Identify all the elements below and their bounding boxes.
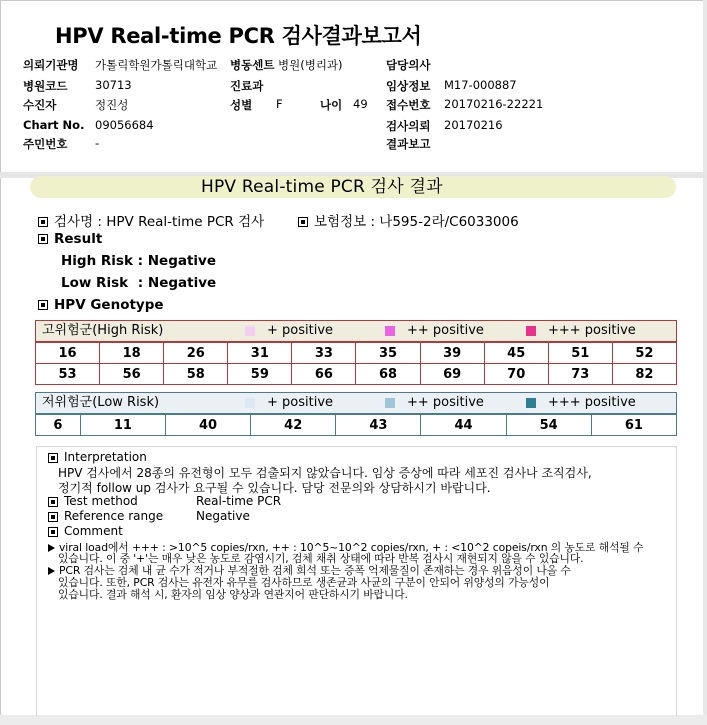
bullet-square-icon — [48, 453, 58, 463]
table-row — [36, 415, 677, 436]
high-risk-type-cell-59: 59 — [228, 364, 292, 385]
institution-value: 가톨릭학원가톨릭대학교 — [95, 58, 218, 72]
test-method-label: Test method — [64, 494, 138, 508]
low-risk-type-cell-6: 6 — [36, 415, 81, 436]
legend-plus3: +++ positive — [548, 323, 636, 338]
interpretation-heading — [48, 450, 147, 464]
low-risk-type-cell-42: 42 — [251, 415, 336, 436]
low-risk-type-cell-43: 43 — [336, 415, 421, 436]
report-date-label: 결과보고 — [386, 137, 431, 151]
high-risk-type-cell-82: 82 — [612, 364, 676, 385]
rrn-value: - — [95, 136, 100, 150]
lr-legend-plus: + positive — [267, 395, 334, 410]
genotype-heading-text: HPV Genotype — [54, 297, 164, 313]
reference-range-label: Reference range — [64, 509, 164, 523]
interpretation-text-2: 정기적 follow up 검사가 요구될 수 있습니다. 담당 전문의와 상담하시기 바랍니다. — [58, 481, 491, 495]
hospital-code-value: 30713 — [95, 78, 132, 92]
reference-range-row — [48, 509, 163, 523]
vertical-scrollbar[interactable] — [703, 0, 707, 725]
comment-line-5: 있습니다. 결과 해석 시, 환자의 임상 양상과 연관지어 판단하시기 바랍니다. — [58, 588, 408, 601]
low-risk-type-cell-44: 44 — [421, 415, 506, 436]
high-risk-label: High Risk — [61, 253, 133, 269]
comment-row — [48, 524, 123, 538]
triangle-bullet-icon — [48, 567, 55, 575]
low-risk-type-cell-11: 11 — [80, 415, 165, 436]
lr-plus2-swatch-icon — [385, 398, 395, 408]
test-name-line — [38, 210, 264, 230]
low-risk-label: Low Risk — [61, 275, 129, 291]
lr-legend-plus3: +++ positive — [548, 395, 636, 410]
interpretation-text-1: HPV 검사에서 28종의 유전형이 모두 검출되지 않았습니다. 임상 증상에 따라 세포진 검사나 조직검사, — [58, 466, 592, 480]
bullet-square-icon — [38, 300, 48, 310]
patient-value: 정진성 — [95, 98, 129, 112]
receipt-value: 20170216-22221 — [444, 97, 544, 111]
interpretation-heading-text: Interpretation — [64, 450, 147, 464]
test-name-text: 검사명 : HPV Real-time PCR 검사 — [54, 214, 265, 230]
high-risk-type-cell-35: 35 — [356, 343, 420, 364]
high-risk-type-cell-16: 16 — [36, 343, 100, 364]
low-risk-type-cell-40: 40 — [165, 415, 250, 436]
low-risk-group-label: 저위험군(Low Risk) — [42, 395, 160, 410]
high-risk-type-cell-56: 56 — [100, 364, 164, 385]
clinic-label: 진료과 — [230, 79, 264, 93]
bullet-square-icon — [298, 217, 308, 227]
insurance-line — [298, 210, 519, 230]
high-risk-type-cell-33: 33 — [292, 343, 356, 364]
insurance-text: 보험정보 : 나595-2라/C6033006 — [314, 214, 519, 230]
high-risk-type-cell-45: 45 — [484, 343, 548, 364]
high-risk-group-label: 고위험군(High Risk) — [42, 323, 164, 338]
high-risk-type-cell-39: 39 — [420, 343, 484, 364]
low-risk-type-cell-54: 54 — [506, 415, 591, 436]
horizontal-scrollbar[interactable] — [0, 715, 707, 725]
low-risk-genotype-table — [35, 414, 677, 436]
plus2-swatch-icon — [385, 326, 395, 336]
legend-plus: + positive — [267, 323, 334, 338]
test-method-value: Real-time PCR — [196, 494, 282, 508]
hospital-code-label: 병원코드 — [23, 79, 68, 93]
sex-label: 성별 — [230, 98, 253, 112]
high-risk-type-cell-18: 18 — [100, 343, 164, 364]
high-risk-result — [61, 253, 216, 269]
age-value: 49 — [353, 97, 368, 111]
request-date-label: 검사의뢰 — [386, 119, 431, 133]
result-banner-title: HPV Real-time PCR 검사 결과 — [201, 177, 443, 197]
test-method-row — [48, 494, 138, 508]
ward-value: 병원(병리과) — [278, 58, 343, 72]
bullet-square-icon — [48, 512, 58, 522]
clinical-info-value: M17-000887 — [444, 78, 517, 92]
bullet-square-icon — [38, 234, 48, 244]
table-row — [36, 343, 677, 364]
request-date-value: 20170216 — [444, 118, 503, 132]
comment-text-3: PCR 검사는 검체 내 균 수가 적거나 부적절한 검체 희석 또는 증폭 억제물질이 존재하는 경우 위음성이 나올 수 — [59, 564, 571, 577]
receipt-label: 접수번호 — [386, 98, 431, 112]
low-risk-result — [61, 275, 216, 291]
comment-label: Comment — [64, 524, 123, 538]
high-risk-type-cell-58: 58 — [164, 364, 228, 385]
high-risk-type-cell-26: 26 — [164, 343, 228, 364]
triangle-bullet-icon — [48, 544, 55, 552]
high-risk-type-cell-69: 69 — [420, 364, 484, 385]
low-risk-value: : Negative — [137, 275, 217, 291]
lr-plus3-swatch-icon — [526, 398, 536, 408]
chart-label: Chart No. — [23, 118, 85, 132]
high-risk-value: : Negative — [137, 253, 217, 269]
bullet-square-icon — [38, 217, 48, 227]
doctor-label: 담당의사 — [386, 58, 431, 72]
sex-value: F — [276, 97, 283, 111]
high-risk-type-cell-51: 51 — [548, 343, 612, 364]
reference-range-value: Negative — [196, 509, 250, 523]
table-row — [36, 364, 677, 385]
ward-label: 병동센트 — [230, 58, 275, 72]
lr-plus-swatch-icon — [245, 398, 255, 408]
report-title: HPV Real-time PCR 검사결과보고서 — [55, 24, 422, 48]
chart-value: 09056684 — [95, 118, 154, 132]
bullet-square-icon — [48, 527, 58, 537]
high-risk-type-cell-52: 52 — [612, 343, 676, 364]
clinical-info-label: 임상정보 — [386, 79, 431, 93]
genotype-heading — [38, 297, 164, 313]
comment-text-1: viral load에서 +++ : >10^5 copies/rxn, ++ : 10^5~10^2 copies/rxn, + : <10^2 copeis/rxn 의 농도로 해석될 수 — [59, 541, 644, 554]
bullet-square-icon — [48, 497, 58, 507]
result-heading — [38, 231, 102, 247]
comment-line-2: 있습니다. 이 중 '+'는 매우 낮은 농도로 감염시기, 검체 채취 상태에 따라 반복 검사시 재현되지 않을 수 있습니다. — [58, 552, 584, 565]
lr-legend-plus2: ++ positive — [407, 395, 484, 410]
high-risk-type-cell-68: 68 — [356, 364, 420, 385]
high-risk-type-cell-73: 73 — [548, 364, 612, 385]
patient-label: 수진자 — [23, 98, 57, 112]
low-risk-type-cell-61: 61 — [591, 415, 676, 436]
high-risk-type-cell-70: 70 — [484, 364, 548, 385]
high-risk-type-cell-66: 66 — [292, 364, 356, 385]
high-risk-genotype-table — [35, 342, 677, 385]
institution-label: 의뢰기관명 — [23, 58, 79, 72]
age-label: 나이 — [320, 98, 343, 112]
high-risk-type-cell-31: 31 — [228, 343, 292, 364]
rrn-label: 주민번호 — [23, 137, 68, 151]
result-heading-text: Result — [54, 231, 103, 247]
high-risk-type-cell-53: 53 — [36, 364, 100, 385]
comment-line-4: 있습니다. 또한, PCR 검사는 유전자 유무를 검사하므로 생존균과 사균의 구분이 안되어 위양성의 가능성이 — [58, 576, 550, 589]
plus-swatch-icon — [245, 326, 255, 336]
legend-plus2: ++ positive — [407, 323, 484, 338]
plus3-swatch-icon — [526, 326, 536, 336]
